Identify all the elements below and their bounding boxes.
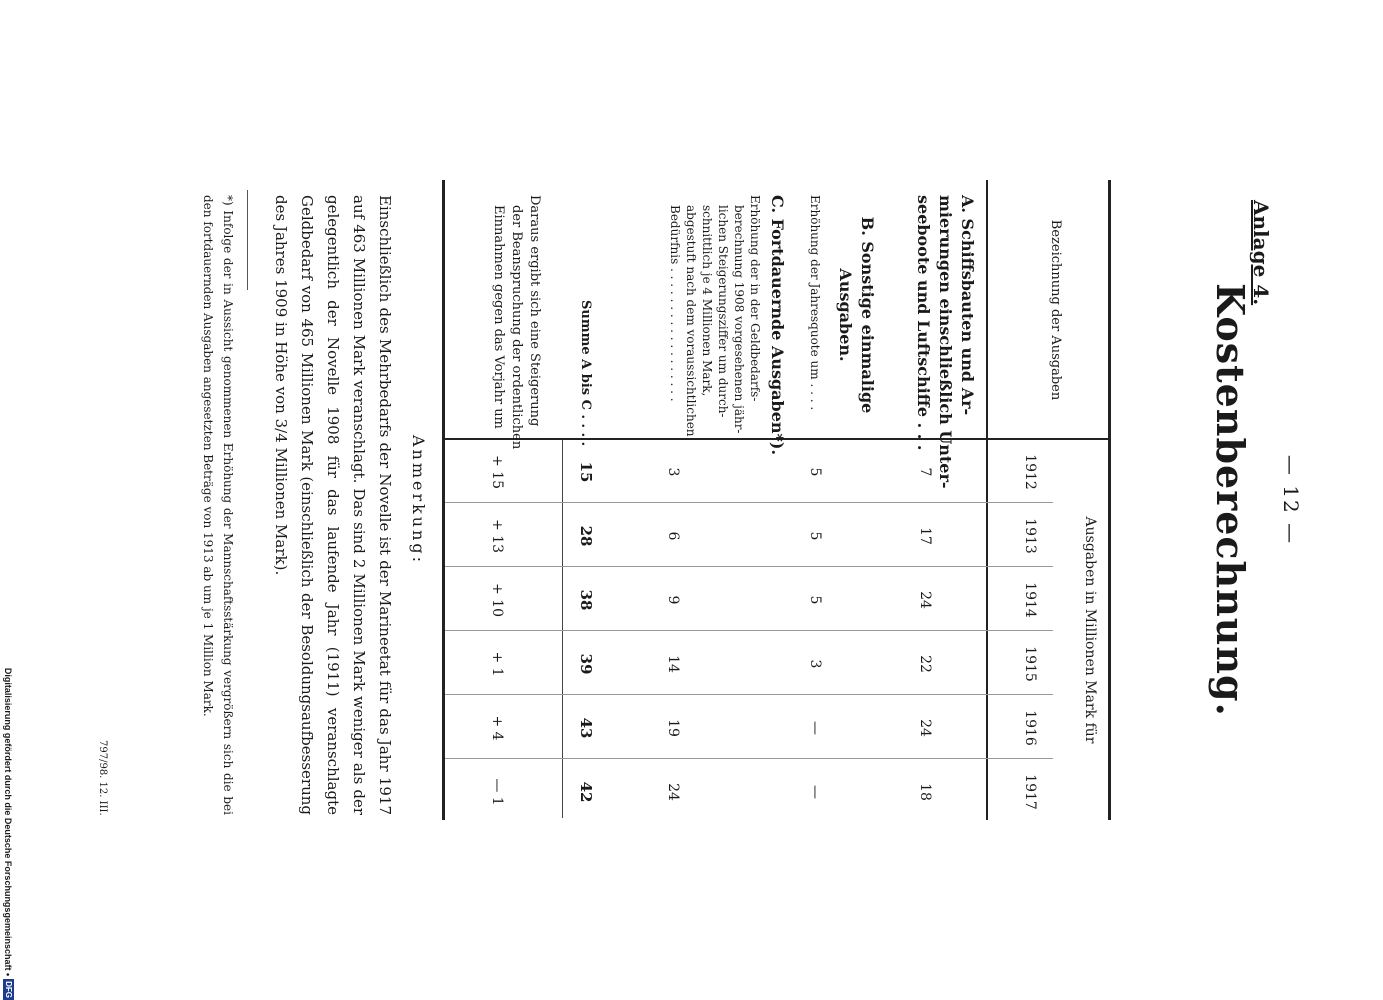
- table-cell: 3: [807, 659, 823, 669]
- table-cell: 7: [917, 467, 933, 477]
- annex-label: Anlage 4.: [1249, 200, 1273, 306]
- table-cell: 18: [917, 783, 933, 801]
- column-divider: [445, 502, 1053, 503]
- row-c-label: C. Fortdauernde Ausgaben*).: [768, 195, 787, 456]
- table-cell: 28: [577, 525, 595, 547]
- table-cell: 5: [807, 531, 823, 541]
- diff-row-label: Daraus ergibt sich eine Steigerung der Beanspruchung der ordentlichen Einnahmen gegen das Vorjahr um: [491, 195, 542, 450]
- year-header: 1914: [1022, 582, 1038, 618]
- table-cell: 15: [577, 461, 595, 483]
- dfg-logo: DFG: [4, 981, 13, 998]
- page-number: — 12 —: [1279, 454, 1303, 546]
- table-label-header: Bezeichnung der Ausgaben: [1048, 219, 1063, 401]
- table-cell: 22: [917, 655, 933, 673]
- table-sum-rule: [562, 438, 563, 818]
- year-header: 1912: [1022, 454, 1038, 490]
- table-cell: + 1: [489, 651, 505, 677]
- table-cell: 38: [577, 589, 595, 611]
- year-header: 1915: [1022, 646, 1038, 682]
- footnote-text: *) Infolge der in Aussicht genommenen Erhöhung der Mannschaftsstärkung vergrößern sich die bei den fortdauernden Ausgaben angesetzten Beträge von 1913 ab um je 1 Million Mark.: [201, 195, 235, 815]
- year-header: 1916: [1022, 710, 1038, 746]
- table-cell: 19: [665, 719, 681, 737]
- table-cell: 43: [577, 717, 595, 739]
- year-header: 1917: [1022, 774, 1038, 810]
- table-cell: 24: [917, 591, 933, 609]
- column-divider: [445, 566, 1053, 567]
- table-cell: 6: [665, 531, 681, 541]
- digitization-credit: [0, 605, 17, 1000]
- row-b-label: B. Sonstige einmalige Ausgaben.: [836, 216, 877, 414]
- table-cell: 5: [807, 595, 823, 605]
- table-cell: 39: [577, 653, 595, 675]
- table-cell: —: [807, 785, 823, 799]
- table-group-header: Ausgaben in Millionen Mark für: [1082, 516, 1098, 744]
- note-heading: Anmerkung:: [409, 434, 428, 566]
- print-mark: 797/98. 12. III.: [97, 740, 108, 816]
- column-divider: [445, 694, 1053, 695]
- table-cell: + 10: [489, 583, 505, 617]
- table-cell: + 15: [489, 455, 505, 489]
- table-cell: 24: [917, 719, 933, 737]
- table-cell: 14: [665, 655, 681, 673]
- table-cell: 3: [665, 467, 681, 477]
- table-cell: + 4: [489, 715, 505, 741]
- table-cell: — 1: [489, 778, 505, 806]
- column-divider: [445, 758, 1053, 759]
- note-text: Einschließlich des Mehrbedarfs der Novelle ist der Marineetat für das Jahr 1917 auf 463 Millionen Mark veranschlagt. Das sind 2 Millionen Mark weniger als der gelegentlich der Novelle 1908 für das laufende Jahr (1911) veranschlagte Geldbedarf von 465 Millionen Mark (einschließlich der Besoldungsaufbesserung des Jahres 1909 in Höhe von 3/4 Millionen Mark).: [272, 195, 394, 815]
- row-a-label: A. Schiffsbauten und Ar- mierungen einschließlich Unter- seeboote und Luftschiffe . . .: [914, 195, 977, 489]
- table-cell: 5: [807, 467, 823, 477]
- table-header-rule: [986, 180, 988, 820]
- year-header: 1913: [1022, 518, 1038, 554]
- table-cell: 24: [665, 783, 681, 801]
- table-cell: 42: [577, 781, 595, 803]
- row-b-sublabel: Erhöhung der Jahresquote um . . . .: [808, 195, 822, 411]
- table-cell: + 13: [489, 519, 505, 553]
- digitization-text: Digitalisierung gefördert durch die Deutsche Forschungsgemeinschaft •: [3, 667, 14, 977]
- sum-row-label: Summe A bis C . . . .: [578, 300, 593, 447]
- column-divider: [445, 630, 1053, 631]
- table-bottom-rule: [442, 180, 445, 820]
- page-title: Kostenberechnung.: [1208, 283, 1253, 717]
- table-cell: —: [807, 721, 823, 735]
- footnote-separator: [247, 190, 248, 290]
- table-cell: 9: [665, 595, 681, 605]
- table-top-rule: [1108, 180, 1111, 820]
- row-c-sublabel: Erhöhung der in der Geldbedarfs- berechnung 1908 vorgesehenen jähr- lichen Steigerungsziffer um durch- schnittlich je 4 Millionen Mark, abgestuft nach dem voraussichtlichen Bedürfnis . . . . . . . . . . . . . . . . . .: [668, 195, 762, 437]
- table-cell: 17: [917, 527, 933, 545]
